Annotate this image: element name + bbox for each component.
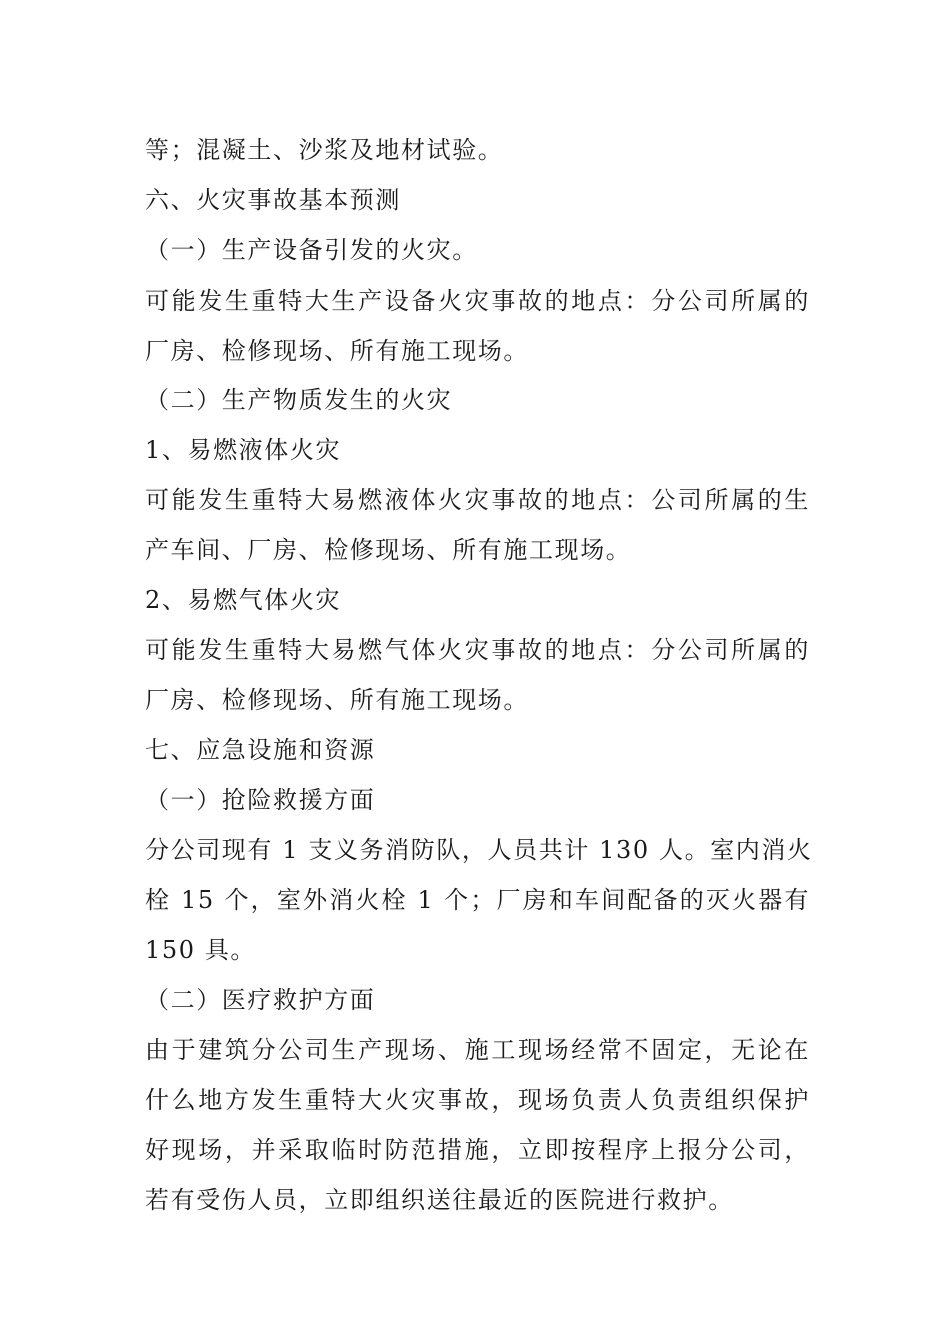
item-heading: 1、易燃液体火灾: [145, 436, 342, 464]
text-line: 厂房、检修现场、所有施工现场。: [145, 686, 529, 714]
text-line: 可能发生重特大易燃气体火灾事故的地点：分公司所属的: [145, 636, 810, 664]
subsection-heading: （二）医疗救护方面: [145, 986, 376, 1014]
text-line: 若有受伤人员，立即组织送往最近的医院进行救护。: [145, 1186, 734, 1214]
text-line: 由于建筑分公司生产现场、施工现场经常不固定，无论在: [145, 1036, 810, 1064]
text-line: 150 具。: [145, 936, 257, 964]
section-heading: 七、应急设施和资源: [145, 736, 376, 764]
text-line: 厂房、检修现场、所有施工现场。: [145, 337, 529, 365]
subsection-heading: （一）抢险救援方面: [145, 786, 376, 814]
text-line: 等；混凝土、沙浆及地材试验。: [145, 136, 504, 164]
item-heading: 2、易燃气体火灾: [145, 586, 342, 614]
text-line: 分公司现有 1 支义务消防队，人员共计 130 人。室内消火: [145, 836, 813, 864]
subsection-heading: （一）生产设备引发的火灾。: [145, 236, 478, 264]
text-line: 什么地方发生重特大火灾事故，现场负责人负责组织保护: [145, 1086, 810, 1114]
text-line: 可能发生重特大易燃液体火灾事故的地点：公司所属的生: [145, 486, 810, 514]
text-line: 可能发生重特大生产设备火灾事故的地点：分公司所属的: [145, 287, 810, 315]
text-line: 好现场，并采取临时防范措施，立即按程序上报分公司，: [145, 1136, 810, 1164]
text-line: 产车间、厂房、检修现场、所有施工现场。: [145, 536, 632, 564]
section-heading: 六、火灾事故基本预测: [145, 186, 401, 214]
subsection-heading: （二）生产物质发生的火灾: [145, 386, 453, 414]
text-line: 栓 15 个，室外消火栓 1 个；厂房和车间配备的灭火器有: [145, 886, 810, 914]
